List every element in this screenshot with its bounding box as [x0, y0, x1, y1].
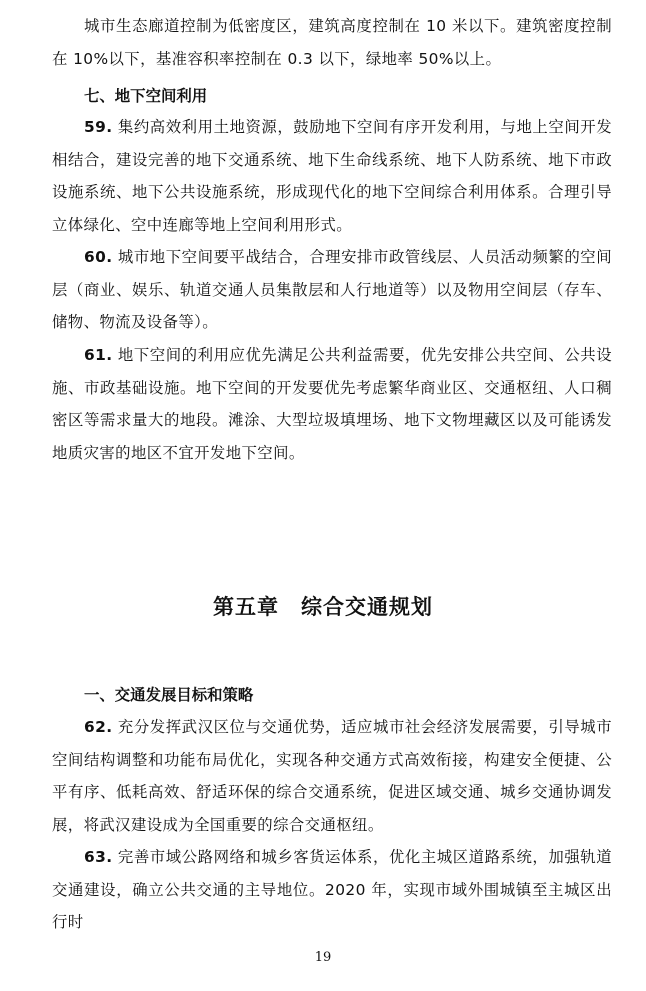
paragraph-60	[52, 241, 612, 339]
paragraph-61	[52, 339, 612, 469]
clause-text-63: 完善市域公路网络和城乡客货运体系，优化主城区道路系统，加强轨道交通建设，确立公共交通的主导地位。2020 年，实现市域外围城镇至主城区出行时	[52, 848, 612, 931]
section-heading-7: 七、地下空间利用	[84, 87, 208, 105]
paragraph-62	[52, 711, 612, 841]
clause-number-61: 61.	[84, 346, 113, 364]
page-number: 19	[314, 950, 332, 965]
clause-number-59: 59.	[84, 118, 113, 136]
paragraph-intro: 城市生态廊道控制为低密度区，建筑高度控制在 10 米以下。建筑密度控制在 10%以下，基准容积率控制在 0.3 以下，绿地率 50%以上。	[52, 17, 612, 68]
clause-number-62: 62.	[84, 718, 113, 736]
clause-number-63: 63.	[84, 848, 113, 866]
chapter-title: 第五章 综合交通规划	[213, 595, 433, 619]
clause-text-61: 地下空间的利用应优先满足公共利益需要，优先安排公共空间、公共设施、市政基础设施。地下空间的开发要优先考虑繁华商业区、交通枢纽、人口稠密区等需求量大的地段。滩涂、大型垃圾填埋场、地下文物埋藏区以及可能诱发地质灾害的地区不宜开发地下空间。	[52, 346, 612, 462]
paragraph-63	[52, 841, 612, 939]
clause-text-62: 充分发挥武汉区位与交通优势，适应城市社会经济发展需要，引导城市空间结构调整和功能布局优化，实现各种交通方式高效衔接，构建安全便捷、公平有序、低耗高效、舒适环保的综合交通系统，促进区域交通、城乡交通协调发展，将武汉建设成为全国重要的综合交通枢纽。	[52, 718, 612, 834]
clause-text-60: 城市地下空间要平战结合，合理安排市政管线层、人员活动频繁的空间层（商业、娱乐、轨道交通人员集散层和人行地道等）以及物用空间层（存车、储物、物流及设备等）。	[52, 248, 612, 331]
section-heading-1: 一、交通发展目标和策略	[84, 686, 254, 704]
clause-number-60: 60.	[84, 248, 113, 266]
paragraph-59	[52, 111, 612, 241]
clause-text-59: 集约高效利用土地资源，鼓励地下空间有序开发利用，与地上空间开发相结合，建设完善的地下交通系统、地下生命线系统、地下人防系统、地下市政设施系统、地下公共设施系统，形成现代化的地下空间综合利用体系。合理引导立体绿化、空中连廊等地上空间利用形式。	[52, 118, 612, 234]
